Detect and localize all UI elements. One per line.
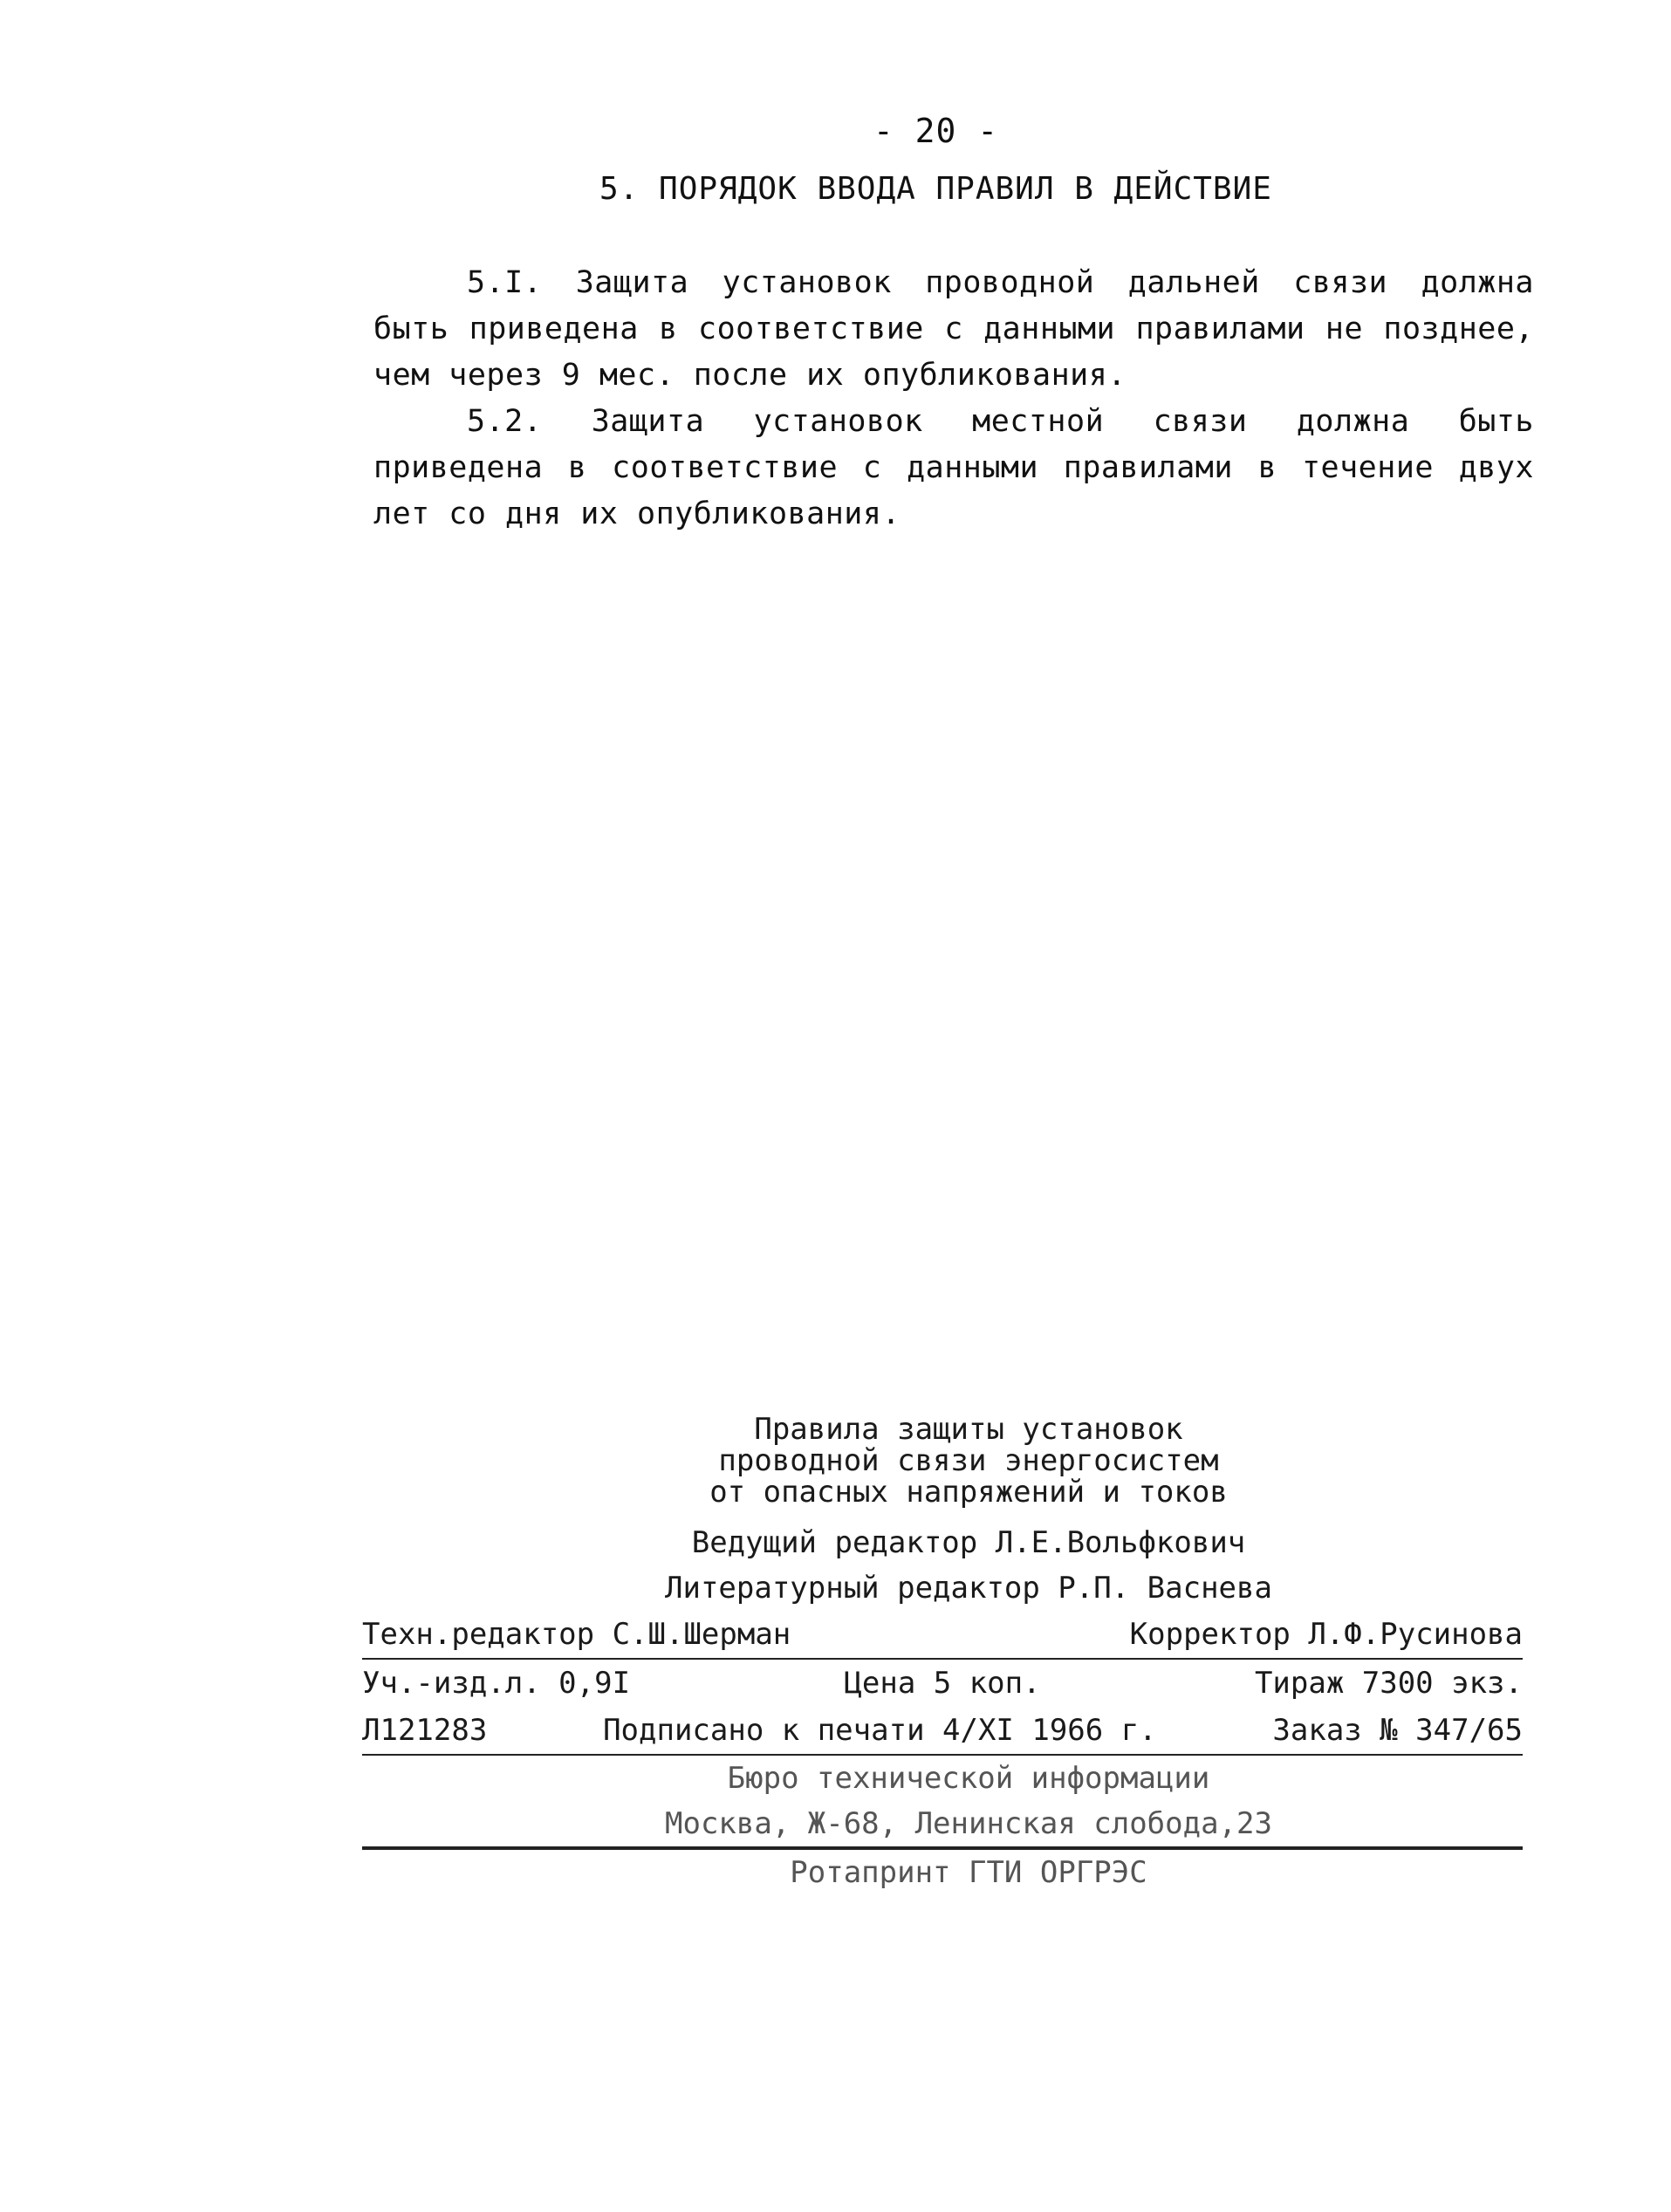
order-number: Заказ № 347/65 (1272, 1713, 1523, 1748)
imprint-title-line: от опасных напряжений и токов (709, 1475, 1228, 1510)
imprint-title-line: проводной связи энергосистем (718, 1443, 1219, 1478)
price: Цена 5 коп. (844, 1666, 1041, 1701)
publication-row (362, 1660, 1523, 1707)
paragraph-5-1: 5.I. Защита установок проводной дальней связи должна быть приведена в соответствие с данными правилами не позднее, чем через 9 мес. после их опубликования. (373, 265, 1534, 393)
address: Москва, Ж-68, Ленинская слобода,23 (362, 1801, 1523, 1850)
publication-sheets: Уч.-изд.л. 0,9I (362, 1666, 631, 1701)
code: Л121283 (362, 1713, 488, 1748)
signing-row (362, 1707, 1523, 1756)
imprint-title-line: Правила защиты установок (754, 1412, 1183, 1447)
corrector: Корректор Л.Ф.Русинова (1129, 1617, 1523, 1652)
print-run: Тираж 7300 экз. (1254, 1666, 1523, 1701)
bureau: Бюро технической информации (727, 1761, 1210, 1796)
signed-date: Подписано к печати 4/XI 1966 г. (603, 1713, 1157, 1748)
tech-editor: Техн.редактор С.Ш.Шерман (362, 1617, 791, 1652)
lead-editor: Ведущий редактор Л.Е.Вольфкович (691, 1525, 1246, 1560)
editors-row (362, 1611, 1523, 1660)
literary-editor: Литературный редактор Р.П. Васнева (665, 1571, 1272, 1606)
page-number: - 20 - (873, 112, 999, 150)
printer: Ротапринт ГТИ ОРГРЭС (790, 1855, 1147, 1890)
section-title: 5. ПОРЯДОК ВВОДА ПРАВИЛ В ДЕЙСТВИЕ (599, 171, 1272, 207)
paragraph-5-2: 5.2. Защита установок местной связи должна быть приведена в соответствие с данными правилами в течение двух лет со дня их опубликования. (373, 404, 1534, 531)
body-text (373, 260, 1534, 538)
imprint-block (362, 1414, 1523, 1895)
